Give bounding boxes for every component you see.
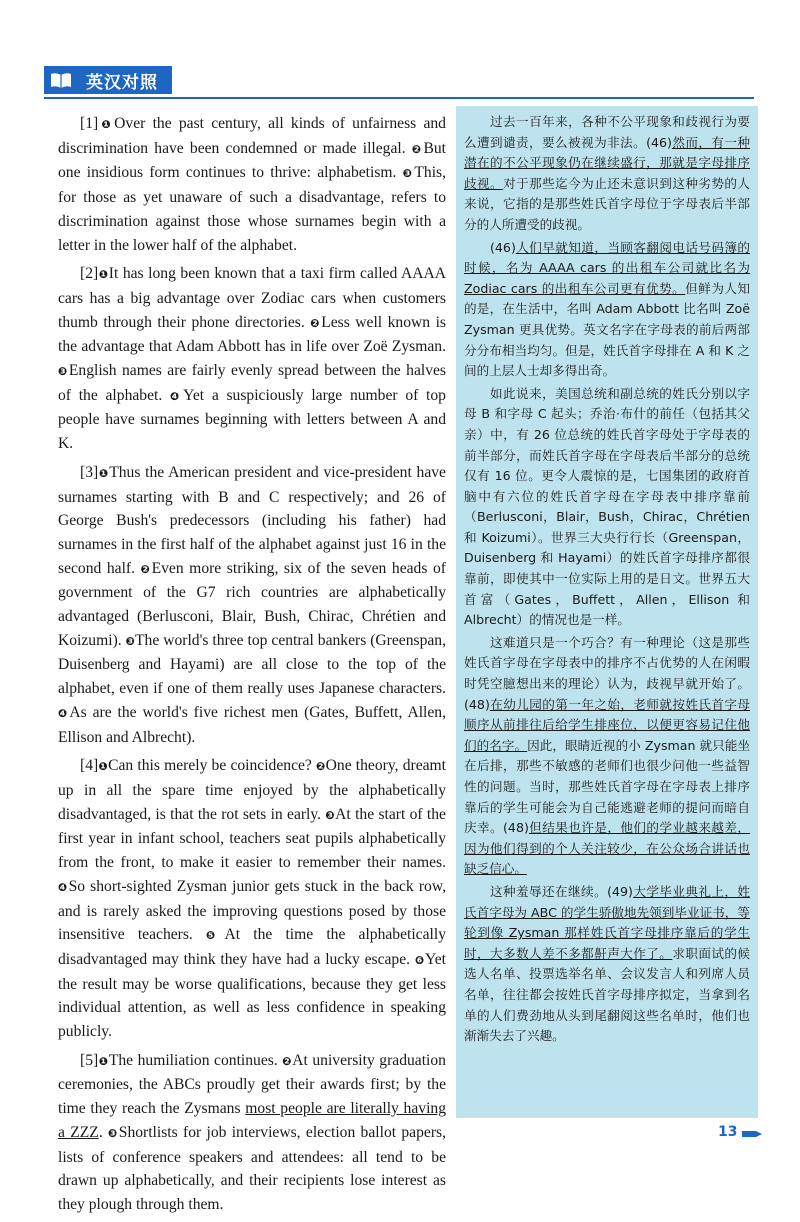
sentence: Yet the result may be worse qualifications, because they get less individual attention, as well as less confidence in speaking publicly. — [58, 950, 446, 1041]
sentence-marker: ❶ — [98, 118, 115, 131]
chinese-paragraph-1 — [464, 112, 750, 236]
sentence: It has long been known that a taxi firm called AAAA cars has a big advantage over Zodiac cars when customers thumb through their phone directories. — [58, 265, 446, 331]
sentence-marker: ❹ — [58, 880, 69, 894]
sentence: But one insidious form continues to thrive: alphabetism. — [58, 139, 446, 182]
sentence-marker: ❶ — [98, 760, 109, 774]
sentence: Shortlists for job interviews, election ballot papers, lists of conference speakers and attendees: all tend to be drawn up alphabetically, and their recipients lose interest as they plough through them. — [58, 1123, 446, 1213]
sentence-marker: ❶ — [98, 1054, 109, 1068]
sentence-marker: ❸ — [125, 634, 135, 648]
sentence: English names are fairly evenly spread between the halves of the alphabet. — [58, 362, 446, 404]
translation-text: 但鲜为人知的是，在生活中，名叫 Adam Abbott 比名叫 Zoë Zysman 更具优势。英文名字在字母表的前后两部分分布相当均匀。但是，姓氏首字母排在 A 和 K 之间的上层人士却多得出奇。 — [464, 280, 751, 379]
sentence-marker: ❷ — [411, 142, 424, 156]
paragraph-number: [1] — [80, 115, 99, 132]
sentence: At university graduation ceremonies, the ABCs proudly get their awards first; by the time they reach the Zysmans — [58, 1051, 446, 1118]
translation-text: 对于那些迄今为止还未意识到这种劣势的人来说，它指的是那些姓氏首字母位于字母表后半部分的人所遭受的歧视。 — [464, 175, 751, 232]
sentence: Can this merely be coincidence? — [108, 757, 312, 775]
section-header — [44, 66, 214, 94]
translation-text: 这难道只是一个巧合？有一种理论（这是那些姓氏首字母在字母表中的排序不占优势的人在闲暇时凭空臆想出来的理论）认为，歧视早就开始了。(48) — [464, 634, 750, 712]
english-column — [58, 112, 446, 1222]
sentence: This, for those as yet unaware of such a disadvantage, refers to discrimination against those whose surnames begin with a letter in the lower half of the alphabet. — [58, 164, 446, 254]
translation-text: 如此说来，美国总统和副总统的姓氏分别以字母 B 和字母 C 起头；乔治·布什的前任（包括其父亲）中，有 26 位总统的姓氏首字母处于字母表的前半部分，而姓氏首字母在字母表后半部分的总统仅有 16 位。更令人震惊的是，七国集团的政府首脑中有六位的姓氏首字母在字母表中排序靠前（Berlusconi，Blair，Bush，Chirac，Chrétien 和 Koizumi）。世界三大央行行长（Greenspan，Duisenberg 和 Hayami）的姓氏首字母排序都很靠前，即使其中一位实际上用的是日文。世界五大首富（Gates，Buffett，Allen，Ellison 和 Albrecht）的情况也是一样。 — [464, 385, 750, 628]
english-paragraph-4 — [58, 754, 446, 1043]
sentence: One theory, dreamt up in all the spare time enjoyed by the alphabetically disadvantaged, is that the rot sets in early. — [58, 757, 446, 823]
open-book-icon — [44, 66, 78, 94]
paragraph-number: [5] — [80, 1051, 99, 1069]
sentence: Even more striking, six of the seven heads of government of the G7 rich countries are alphabetically advantaged (Berlusconi, Blair, Bush, Chirac, Chrétien and Koizumi). — [58, 559, 446, 649]
sentence-marker: ❷ — [282, 1054, 293, 1068]
sentence: At the start of the first year in infant school, teachers seat pupils alphabetically from the front, to make it easier to remember their names. — [58, 805, 446, 872]
sentence-marker: ❸ — [325, 808, 336, 822]
sentence: Yet a suspiciously large number of top people have surnames beginning with letters between A and K. — [58, 386, 446, 453]
sentence-marker: ❶ — [98, 466, 110, 480]
underlined-translation: 在幼儿园的第一年之始，老师就按姓氏首字母顺序从前排往后给学生排座位，以便更容易记住他们的名字。 — [464, 696, 750, 753]
sentence-marker: ❸ — [58, 365, 69, 379]
chinese-column — [464, 112, 750, 1049]
sentence: At the time the alphabetically disadvantaged may think they have had a lucky escape. — [58, 926, 446, 968]
sentence-marker: ❹ — [58, 706, 70, 720]
paragraph-number: [4] — [80, 757, 99, 775]
chinese-translation-panel — [456, 106, 758, 1118]
chinese-paragraph-3 — [464, 384, 750, 631]
sentence: As are the world's five richest men (Gates, Buffett, Allen, Ellison and Albrecht). — [58, 703, 446, 746]
paragraph-number: [3] — [80, 463, 99, 481]
sentence: So short-sighted Zysman junior gets stuck in the back row, and is rarely asked the improving questions posed by those insensitive teachers. — [58, 877, 446, 944]
sentence-marker: ❷ — [316, 760, 326, 774]
underlined-translation: 人们早就知道，当顾客翻阅电话号码簿的时候，名为 AAAA cars 的出租车公司就比名为 Zodiac cars 的出租车公司更有优势。 — [464, 239, 750, 296]
page-number: 13 — [718, 1124, 738, 1140]
underlined-translation: 然而，有一种潜在的不公平现象仍在继续盛行，那就是字母排序歧视。 — [464, 134, 750, 191]
chinese-paragraph-4 — [464, 633, 750, 880]
chinese-paragraph-5 — [464, 882, 750, 1047]
sentence: Thus the American president and vice-president have surnames starting with B and C respectively; and 26 of George Bush's predecessors (including his father) had surnames in the first half of the alphabet against just 16 in the second half. — [58, 463, 446, 577]
translation-text: 因此，眼睛近视的小 Zysman 就只能坐在后排，那些不敏感的老师们也很少问他一些益智性的问题。当时，那些姓氏首字母在字母表上排序靠后的学生可能会为自己能逃避老师的提问而暗自庆幸。(48) — [464, 737, 750, 836]
header-rule — [44, 97, 754, 99]
page-marker-icon — [742, 1129, 762, 1139]
english-paragraph-1 — [58, 112, 446, 257]
underlined-phrase: most people are literally having a ZZZ — [58, 1100, 446, 1141]
sentence: . — [98, 1123, 103, 1141]
sentence-marker: ❺ — [205, 929, 225, 943]
sentence-marker: ❹ — [169, 389, 184, 403]
chinese-paragraph-2 — [464, 238, 750, 382]
sentence: The humiliation continues. — [108, 1051, 278, 1069]
translation-text: 过去一百年来，各种不公平现象和歧视行为要么遭到谴责，要么被视为非法。(46) — [464, 114, 750, 150]
sentence: Less well known is the advantage that Adam Abbott has in life over Zoë Zysman. — [58, 313, 446, 356]
sentence-marker: ❸ — [108, 1126, 119, 1140]
translation-text: 这种羞辱还在继续。(49) — [490, 883, 633, 899]
english-paragraph-3 — [58, 461, 446, 749]
sentence-marker: ❷ — [310, 316, 322, 330]
sentence-marker: ❶ — [98, 268, 109, 282]
sentence-marker: ❸ — [402, 167, 415, 181]
underlined-translation: 但结果也许是，他们的学业越来越差，因为他们得到的个人关注较少，在公众场合讲话也缺乏信心。 — [464, 820, 750, 877]
paragraph-number: [2] — [80, 265, 99, 283]
english-paragraph-5 — [58, 1049, 446, 1217]
sentence: Over the past century, all kinds of unfairness and discrimination have been condemned or made illegal. — [58, 115, 446, 157]
translation-text: (46) — [490, 239, 516, 255]
sentence: The world's three top central bankers (Greenspan, Duisenberg and Hayami) are all close to the top of the alphabet, even if one of them really uses Japanese characters. — [58, 631, 446, 698]
section-title: 英汉对照 — [78, 66, 172, 94]
translation-text: 求职面试的候选人名单、投票选举名单、会议发言人和列席人员名单，往往都会按姓氏首字母排序拟定，当拿到名单的人们费劲地从头到尾翻阅这些名单时，他们也渐渐失去了兴趣。 — [464, 945, 751, 1044]
sentence-marker: ❻ — [414, 953, 426, 967]
sentence-marker: ❷ — [140, 562, 152, 576]
english-paragraph-2 — [58, 262, 446, 456]
underlined-translation: 大学毕业典礼上，姓氏首字母为 ABC 的学生骄傲地先领到毕业证书，等轮到像 Zysman 那样姓氏首字母排序靠后的学生时，大多数人差不多都鼾声大作了。 — [464, 883, 751, 961]
